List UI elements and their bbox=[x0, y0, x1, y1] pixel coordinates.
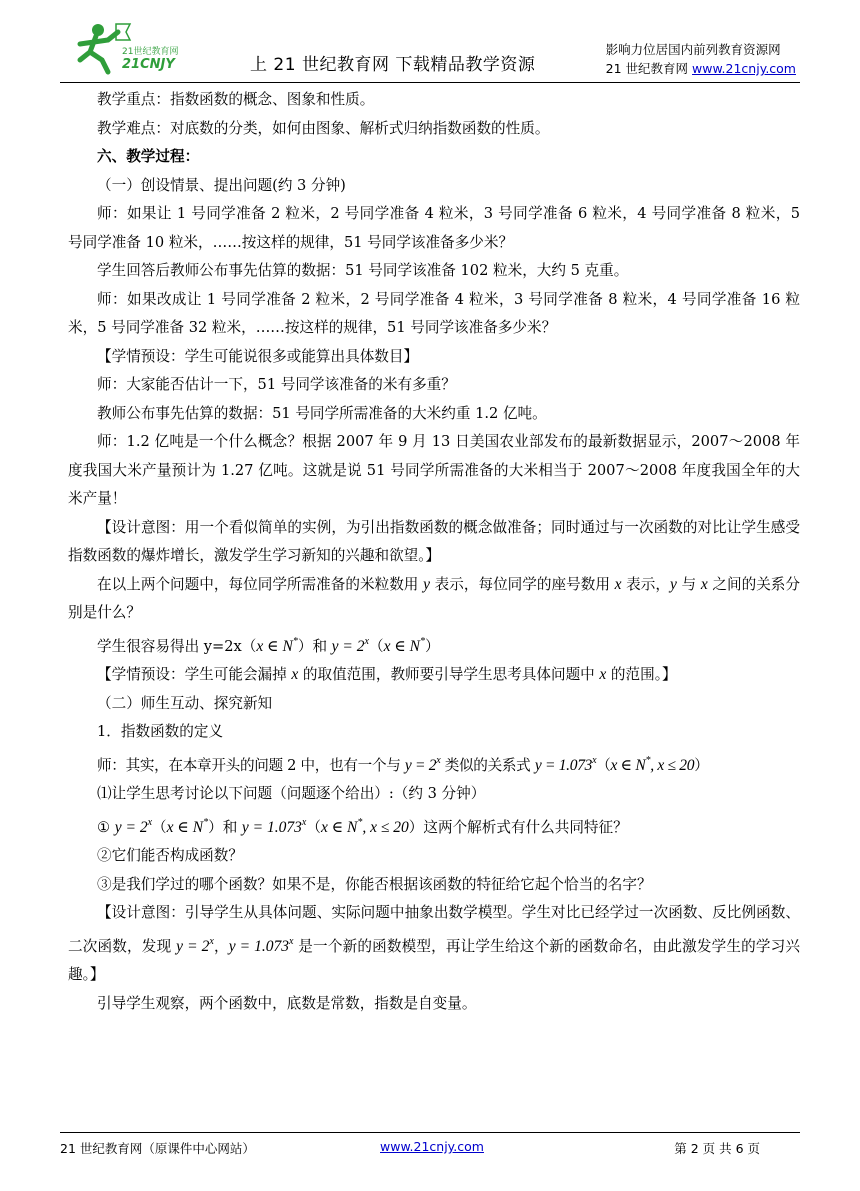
paragraph: ⑴让学生思考讨论以下问题（问题逐个给出）:（约 3 分钟） bbox=[97, 785, 486, 802]
paragraph: 师：如果改成让 1 号同学准备 2 粒米，2 号同学准备 4 粒米，3 号同学准备 8 粒米，4 号同学准备 16 粒米，5 号同学准备 32 粒米，……按这样的规律，51 号同学该准备多少米？ bbox=[68, 290, 800, 336]
question-2: ②它们能否构成函数？ bbox=[97, 847, 243, 864]
paragraph: 学生很容易得出 y=2x（x ∈ N*）和 $y = 2^x(x$ ∈ N*） bbox=[97, 635, 440, 655]
footer-site-name: 21 世纪教育网（原课件中心网站） bbox=[60, 1141, 255, 1156]
svg-text:21世纪教育网: 21世纪教育网 bbox=[122, 47, 179, 57]
footer-link[interactable]: www.21cnjy.com bbox=[380, 1139, 484, 1154]
question-1: ① $y = 2^x(x$ ∈ N*）和 $y = 1.073^x(x$ ∈ N*, x ≤ 20）这两个解析式有什么共同特征？ bbox=[97, 816, 628, 836]
design-intent: 【设计意图：引导学生从具体问题、实际问题中抽象出数学模型。学生对比已经学过一次函数、反比例函数、二次函数，发现 $y = 2^x$，$y = 1.073^x$ 是一个新的函数模型，再让学生给这个新的函数命名，由此激发学生的学习兴趣。】 bbox=[68, 904, 801, 983]
subsection-heading-1: （一）创设情景、提出问题(约 3 分钟) bbox=[97, 176, 346, 194]
paragraph: 师：其实，在本章开头的问题 2 中，也有一个与 $y = 2^x$ 类似的关系式 $y = 1.073^x(x$ ∈ N*, x ≤ 20） bbox=[97, 754, 709, 774]
header-site-name: 21 世纪教育网 bbox=[605, 61, 693, 76]
paragraph: 教师公布事先估算的数据：51 号同学所需准备的大米约重 1.2 亿吨。 bbox=[97, 404, 547, 422]
header-slogan: 影响力位居国内前列教育资源网 bbox=[605, 42, 781, 57]
header-right bbox=[606, 40, 796, 78]
subsection-heading-2: （二）师生互动、探究新知 bbox=[97, 694, 273, 712]
page-footer bbox=[60, 1132, 800, 1156]
site-logo bbox=[68, 20, 188, 78]
page-number: 第 2 页 共 6 页 bbox=[674, 1141, 760, 1156]
paragraph: 引导学生观察，两个函数中，底数是常数，指数是自变量。 bbox=[97, 994, 477, 1012]
page-header bbox=[60, 18, 800, 83]
design-intent: 【设计意图：用一个看似简单的实例，为引出指数函数的概念做准备；同时通过与一次函数的对比让学生感受指数函数的爆炸增长，激发学生学习新知的兴趣和欲望。】 bbox=[68, 518, 800, 564]
header-site-link[interactable]: www.21cnjy.com bbox=[692, 61, 796, 76]
paragraph: 师：1.2 亿吨是一个什么概念？根据 2007 年 9 月 13 日美国农业部发布的最新数据显示，2007～2008 年度我国大米产量预计为 1.27 亿吨。这就是说 51 号同学所需准备的大米相当于 2007～2008 年度我国全年的大米产量！ bbox=[68, 433, 800, 507]
paragraph: 在以上两个问题中，每位同学所需准备的米粒数用 y 表示，每位同学的座号数用 x 表示，y 与 x 之间的关系分别是什么？ bbox=[68, 575, 801, 621]
paragraph-key-points: 教学重点：指数函数的概念、图象和性质。 bbox=[97, 91, 375, 108]
paragraph: 师：如果让 1 号同学准备 2 粒米，2 号同学准备 4 粒米，3 号同学准备 6 粒米，4 号同学准备 8 粒米，5 号同学准备 10 粒米，……按这样的规律，51 号同学该准备多少米？ bbox=[68, 205, 800, 251]
svg-text:21CNJY: 21CNJY bbox=[122, 57, 175, 72]
paragraph: 师：大家能否估计一下，51 号同学该准备的米有多重？ bbox=[97, 376, 456, 393]
paragraph-difficulties: 教学难点：对底数的分类，如何由图象、解析式归纳指数函数的性质。 bbox=[97, 119, 550, 137]
question-3: ③是我们学过的哪个函数？如果不是，你能否根据该函数的特征给它起个恰当的名字？ bbox=[97, 875, 652, 893]
document-body bbox=[68, 86, 800, 1018]
paragraph: 学生回答后教师公布事先估算的数据：51 号同学该准备 102 粒米，大约 5 克重。 bbox=[97, 262, 629, 279]
subheading-definition: 1．指数函数的定义 bbox=[97, 723, 224, 740]
paragraph: 【学情预设：学生可能会漏掉 x 的取值范围，教师要引导学生思考具体问题中 x 的范围。】 bbox=[97, 666, 677, 683]
header-title: 上 21 世纪教育网 下载精品教学资源 bbox=[250, 55, 536, 75]
paragraph: 【学情预设：学生可能说很多或能算出具体数目】 bbox=[97, 347, 419, 365]
section-heading: 六、教学过程： bbox=[97, 148, 200, 165]
